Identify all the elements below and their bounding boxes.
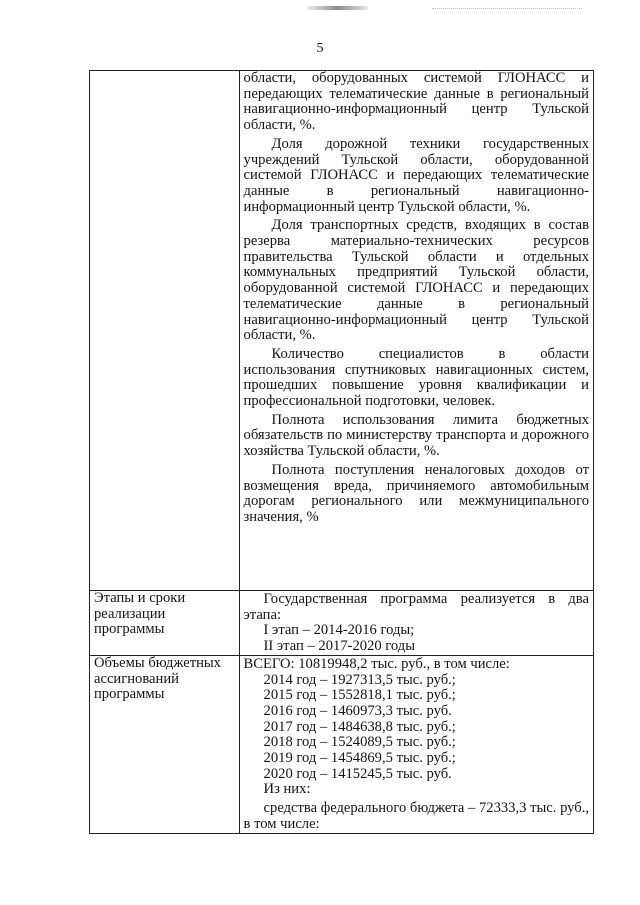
budget-year: 2016 год – 1460973,3 тыс. руб.: [263, 702, 452, 719]
indicator-paragraph: Полнота использования лимита бюджетных обязательств по министерству транспорта и дорожного хозяйства Тульской области, %.: [243, 411, 589, 460]
budget-year: 2014 год – 1927313,5 тыс. руб.;: [263, 671, 456, 688]
budget-content-cell: [239, 655, 593, 833]
table-row-budget: [90, 655, 594, 833]
indicators-label-cell: [90, 71, 240, 591]
indicator-paragraph: области, оборудованных системой ГЛОНАСС и передающих телематические данные в региональный навигационно-информационный центр Тульской области, %.: [243, 70, 589, 134]
budget-year: 2017 год – 1484638,8 тыс. руб.;: [263, 718, 456, 735]
budget-label: Объемы бюджетных ассигнований программы: [90, 655, 240, 833]
budget-year: 2018 год – 1524089,5 тыс. руб.;: [263, 734, 456, 751]
budget-year: 2020 год – 1415245,5 тыс. руб.: [263, 765, 452, 782]
table-row-stages: [90, 591, 594, 656]
budget-of-which: Из них:: [263, 781, 311, 798]
stage-item: I этап – 2014-2016 годы;: [263, 622, 415, 639]
stages-content-cell: [239, 591, 593, 656]
page-number: 5: [316, 41, 324, 56]
scan-artifact: [306, 6, 368, 10]
stages-intro: Государственная программа реализуется в два этапа:: [243, 591, 589, 623]
scan-artifact-dots: [432, 8, 582, 10]
stage-item: II этап – 2017-2020 годы: [263, 638, 416, 655]
budget-year: 2015 год – 1552818,1 тыс. руб.;: [263, 687, 456, 704]
table-row-indicators: [90, 71, 594, 591]
stages-label: Этапы и сроки реализации программы: [90, 591, 240, 656]
budget-federal: средства федерального бюджета – 72333,3 тыс. руб., в том числе:: [243, 800, 589, 832]
indicators-content-cell: [239, 71, 593, 591]
budget-total: ВСЕГО: 10819948,2 тыс. руб., в том числе:: [243, 655, 510, 672]
indicator-paragraph: Доля дорожной техники государственных учреждений Тульской области, оборудованной системой ГЛОНАСС и передающих телематические данные в региональный навигационно-информационный центр Тульской области, %.: [243, 135, 589, 215]
budget-year: 2019 год – 1454869,5 тыс. руб.;: [263, 750, 456, 767]
indicator-paragraph: Количество специалистов в области использования спутниковых навигационных систем, прошедших повышение уровня квалификации и профессиональной подготовки, человек.: [243, 345, 589, 410]
indicator-paragraph: Доля транспортных средств, входящих в состав резерва материально-технических ресурсов правительства Тульской области и отдельных коммунальных предприятий Тульской области, оборудованной системой ГЛОНАСС и передающих телематические данные в региональный навигационно-информационный центр Тульской области, %.: [243, 217, 589, 344]
program-passport-table: [89, 70, 594, 834]
indicator-paragraph: Полнота поступления неналоговых доходов от возмещения вреда, причиняемого автомобильным дорогам регионального или межмуниципального значения, %: [243, 461, 589, 525]
